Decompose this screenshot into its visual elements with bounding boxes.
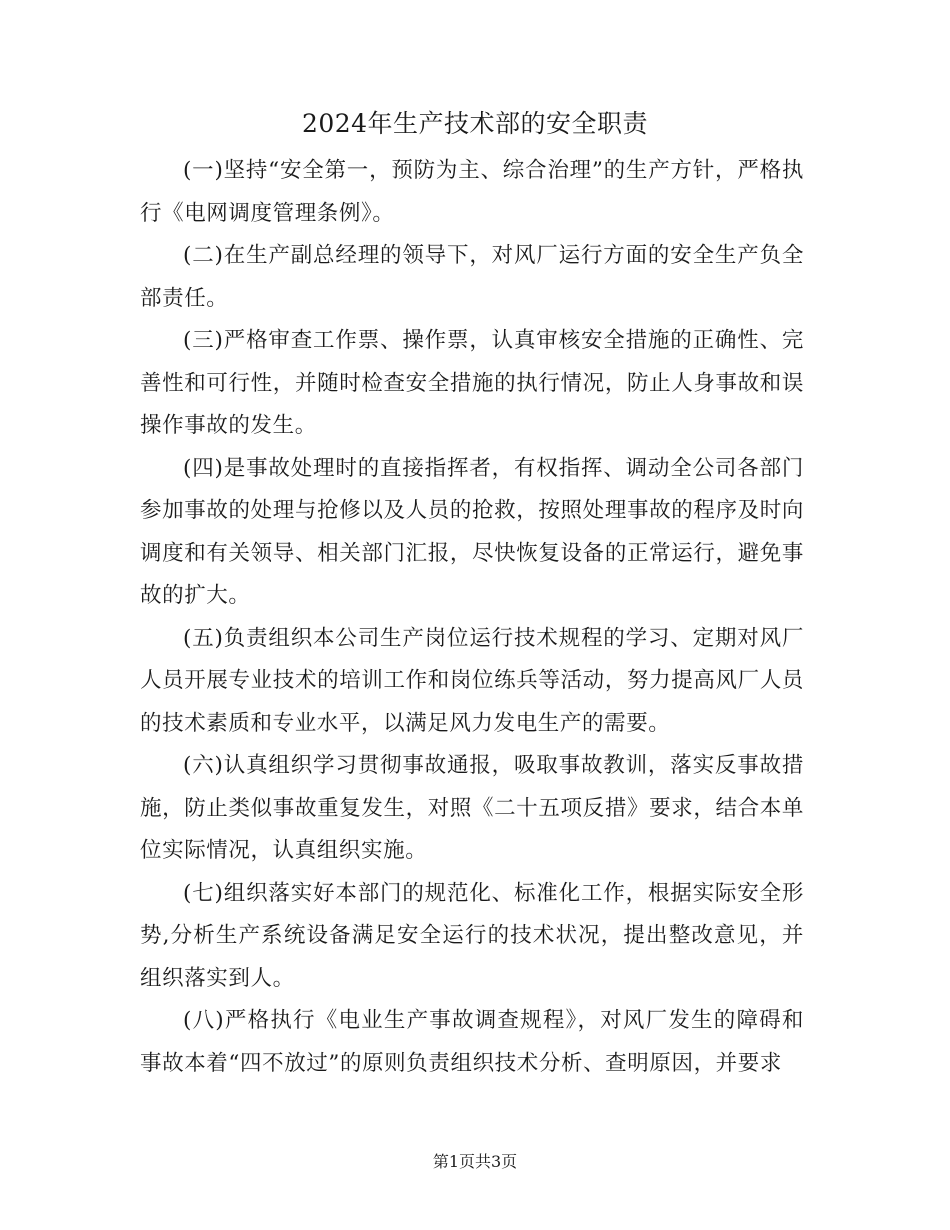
paragraph-5: (五)负责组织本公司生产岗位运行技术规程的学习、定期对风厂人员开展专业技术的培训工作和岗位练兵等活动，努力提高风厂人员的技术素质和专业水平，以满足风力发电生产的需要。 bbox=[140, 625, 804, 736]
paragraph-4: (四)是事故处理时的直接指挥者，有权指挥、调动全公司各部门参加事故的处理与抢修以及人员的抢救，按照处理事故的程序及时向调度和有关领导、相关部门汇报，尽快恢复设备的正常运行，避免事故的扩大。 bbox=[140, 455, 804, 608]
paragraph-6: (六)认真组织学习贯彻事故通报，吸取事故教训，落实反事故措施，防止类似事故重复发生，对照《二十五项反措》要求，结合本单位实际情况，认真组织实施。 bbox=[140, 753, 804, 863]
document-title: 2024年生产技术部的安全职责 bbox=[301, 109, 649, 138]
paragraph-2: (二)在生产副总经理的领导下，对风厂运行方面的安全生产负全部责任。 bbox=[140, 243, 804, 311]
paragraph-3: (三)严格审查工作票、操作票，认真审核安全措施的正确性、完善性和可行性，并随时检查安全措施的执行情况，防止人身事故和误操作事故的发生。 bbox=[140, 328, 804, 438]
page-number-footer: 第1页共3页 bbox=[432, 1152, 518, 1171]
paragraph-1: (一)坚持“安全第一，预防为主、综合治理”的生产方针，严格执行《电网调度管理条例》。 bbox=[140, 158, 804, 226]
paragraph-8: (八)严格执行《电业生产事故调查规程》，对风厂发生的障碍和事故本着“四不放过”的原则负责组织技术分析、查明原因，并要求 bbox=[140, 1008, 804, 1076]
paragraph-7: (七)组织落实好本部门的规范化、标准化工作，根据实际安全形势,分析生产系统设备满足安全运行的技术状况，提出整改意见，并组织落实到人。 bbox=[140, 880, 804, 991]
document-body bbox=[140, 150, 804, 1085]
